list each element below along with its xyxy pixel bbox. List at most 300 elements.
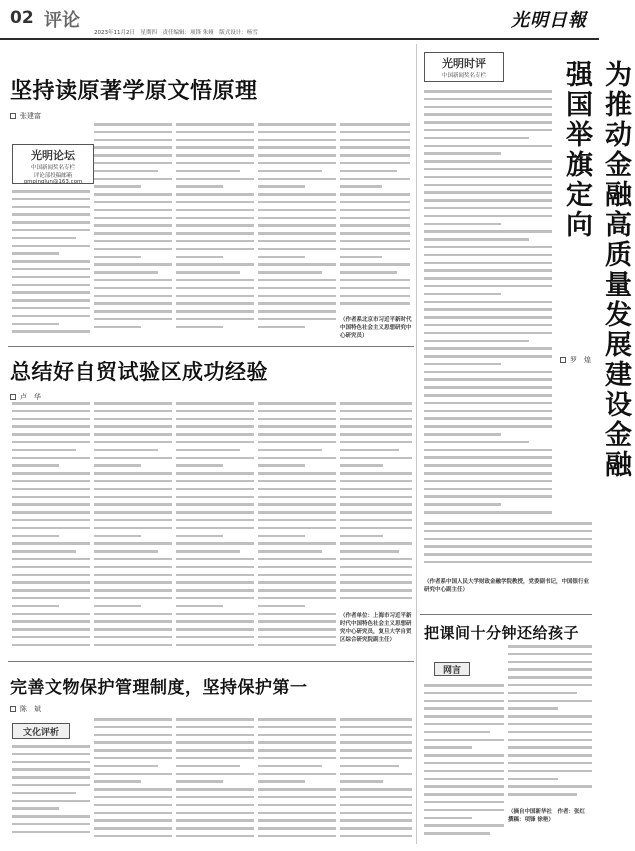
text-line (258, 201, 336, 204)
text-line (12, 418, 90, 421)
article-text-column (424, 684, 504, 844)
text-line (94, 734, 172, 737)
text-line (424, 488, 552, 491)
text-line (258, 519, 336, 522)
text-line (424, 754, 504, 757)
text-line (340, 480, 412, 483)
section-divider (8, 346, 414, 347)
text-line (258, 425, 336, 428)
text-line (424, 817, 472, 820)
text-line (424, 246, 552, 249)
text-line (176, 449, 240, 452)
text-line (340, 441, 412, 444)
text-line (94, 271, 158, 274)
badge-subtitle: 中国新闻奖名专栏 (30, 165, 75, 171)
text-line (424, 308, 552, 311)
headline-financial-power: 为推动金融高质量发展建设金融强国举旗定向 (561, 60, 631, 480)
text-line (258, 162, 336, 165)
text-line (12, 307, 90, 310)
text-line (258, 804, 336, 807)
text-lines (258, 718, 336, 837)
text-line (424, 371, 552, 374)
text-line (176, 765, 240, 768)
text-line (176, 628, 254, 631)
text-line (424, 746, 472, 749)
text-line (94, 773, 172, 776)
text-line (176, 542, 254, 545)
text-line (258, 480, 336, 483)
text-line (12, 449, 76, 452)
text-line (340, 410, 412, 413)
text-line (424, 176, 552, 179)
article-text-column (258, 402, 336, 652)
text-line (424, 262, 552, 265)
article-text-column (424, 90, 552, 520)
headline-class-break: 把课间十分钟还给孩子 (424, 624, 580, 642)
text-line (508, 668, 592, 671)
text-line (258, 628, 336, 631)
text-line (94, 154, 172, 157)
text-line (340, 488, 412, 491)
text-line (94, 812, 172, 815)
text-lines (176, 402, 254, 646)
text-line (12, 535, 59, 538)
text-line (176, 318, 254, 321)
text-line (176, 519, 254, 522)
text-line (258, 146, 336, 149)
text-line (508, 754, 592, 757)
text-line (340, 765, 399, 768)
issue-info: 2023年11月2日 星期四 责任编辑：项锋 朱娅 版式设计：杨雪 (94, 30, 258, 36)
text-line (258, 835, 336, 838)
text-line (340, 773, 412, 776)
text-line (176, 279, 254, 282)
text-line (176, 644, 254, 647)
text-line (94, 644, 172, 647)
text-line (176, 131, 254, 134)
text-line (340, 589, 412, 592)
text-line (258, 170, 322, 173)
text-line (424, 824, 504, 827)
text-line (340, 535, 383, 538)
text-line (424, 449, 552, 452)
text-line (12, 792, 76, 795)
text-line (94, 425, 172, 428)
text-line (94, 589, 172, 592)
author-name: 陈 斌 (20, 705, 41, 713)
web-voice-badge[interactable] (434, 662, 470, 676)
text-line (176, 835, 254, 838)
text-line (12, 636, 90, 639)
text-line (258, 295, 336, 298)
text-line (424, 425, 552, 428)
text-line (258, 726, 336, 729)
text-line (94, 131, 172, 134)
text-lines (258, 123, 336, 328)
text-line (258, 796, 336, 799)
text-line (94, 310, 172, 313)
text-line (12, 511, 90, 514)
headline-reading-originals: 坚持读原著学原文悟原理 (10, 78, 258, 104)
text-line (424, 538, 592, 541)
text-line (12, 276, 90, 279)
text-line (94, 449, 158, 452)
badge-subtitle: 中国新闻奖名专栏 (441, 73, 486, 79)
author-name: 卢 华 (20, 393, 41, 401)
text-line (424, 121, 552, 124)
text-line (12, 566, 90, 569)
text-line (176, 496, 254, 499)
guangming-commentary-badge[interactable] (424, 52, 504, 82)
text-line (258, 644, 336, 647)
text-lines (12, 190, 90, 333)
author-note: （摘自中国新华社 作者：张红 撰稿：项锋 徐艳） (508, 809, 591, 823)
text-line (12, 237, 76, 240)
text-line (12, 503, 90, 506)
text-line (258, 193, 336, 196)
text-line (340, 425, 412, 428)
text-line (340, 804, 412, 807)
text-line (12, 581, 90, 584)
text-line (424, 145, 552, 148)
text-lines (340, 402, 412, 599)
text-line (424, 770, 504, 773)
text-line (258, 566, 336, 569)
text-line (424, 269, 552, 272)
text-line (258, 240, 336, 243)
text-line (340, 796, 412, 799)
text-line (94, 574, 172, 577)
text-line (258, 263, 336, 266)
text-line (94, 605, 141, 608)
text-line (424, 561, 592, 564)
cultural-analysis-badge[interactable] (12, 723, 70, 739)
badge-title: 网言 (442, 666, 461, 676)
text-line (340, 726, 412, 729)
text-line (176, 636, 254, 639)
text-line (258, 433, 336, 436)
text-line (12, 252, 59, 255)
text-line (424, 98, 552, 101)
text-line (258, 402, 336, 405)
text-line (176, 726, 254, 729)
article-text-column (340, 402, 412, 610)
text-line (258, 464, 305, 467)
text-line (258, 488, 336, 491)
article-text-column (508, 645, 592, 803)
text-line (340, 217, 410, 220)
text-line (340, 519, 412, 522)
text-line (176, 193, 254, 196)
text-line (340, 597, 412, 600)
text-line (94, 209, 172, 212)
headline-free-trade-zone: 总结好自贸试验区成功经验 (10, 359, 268, 384)
article-text-column (176, 402, 254, 652)
text-line (340, 496, 412, 499)
text-line (424, 152, 501, 155)
text-line (340, 812, 412, 815)
text-line (424, 324, 552, 327)
text-line (508, 778, 558, 781)
headline-cultural-relics: 完善文物保护管理制度，坚持保护第一 (10, 678, 308, 698)
text-line (424, 394, 552, 397)
text-line (508, 762, 592, 765)
text-line (258, 636, 336, 639)
text-line (508, 793, 577, 796)
column-rule (416, 44, 417, 844)
text-line (94, 472, 172, 475)
article-text-column (12, 402, 90, 652)
text-line (424, 340, 529, 343)
text-line (258, 550, 322, 553)
text-line (258, 256, 305, 259)
text-line (12, 464, 59, 467)
text-line (94, 201, 172, 204)
text-line (176, 271, 240, 274)
article-text-column (424, 522, 592, 572)
text-line (340, 256, 382, 259)
text-line (340, 819, 412, 822)
text-line (94, 217, 172, 220)
text-line (176, 597, 254, 600)
text-line (12, 558, 90, 561)
text-line (176, 256, 223, 259)
text-line (12, 644, 90, 647)
text-line (258, 178, 336, 181)
text-line (94, 433, 172, 436)
text-line (176, 402, 254, 405)
text-line (424, 106, 552, 109)
text-line (176, 154, 254, 157)
text-line (508, 731, 592, 734)
text-line (424, 277, 552, 280)
text-line (176, 146, 254, 149)
text-line (424, 129, 552, 132)
text-line (424, 464, 552, 467)
text-line (176, 224, 254, 227)
text-line (340, 232, 410, 235)
text-line (94, 302, 172, 305)
text-line (508, 645, 592, 648)
text-line (176, 488, 254, 491)
text-line (424, 207, 552, 210)
guangming-forum-badge[interactable] (12, 144, 94, 184)
text-line (12, 823, 90, 826)
text-line (258, 310, 336, 313)
text-line (12, 488, 90, 491)
text-line (258, 812, 336, 815)
text-line (424, 511, 552, 514)
text-line (424, 355, 552, 358)
text-line (176, 757, 254, 760)
text-lines (424, 90, 552, 514)
text-line (508, 785, 592, 788)
text-line (94, 279, 172, 282)
text-line (340, 718, 412, 721)
text-line (340, 464, 383, 467)
text-line (258, 511, 336, 514)
text-line (424, 692, 504, 695)
text-line (424, 530, 592, 533)
text-line (94, 718, 172, 721)
text-line (12, 284, 90, 287)
text-line (340, 162, 410, 165)
text-line (424, 223, 501, 226)
text-line (12, 472, 90, 475)
text-line (424, 480, 552, 483)
text-line (176, 263, 254, 266)
text-line (424, 199, 552, 202)
text-line (258, 718, 336, 721)
text-line (258, 589, 336, 592)
text-line (424, 363, 501, 366)
text-line (340, 154, 410, 157)
text-line (94, 726, 172, 729)
text-line (424, 545, 592, 548)
text-line (12, 628, 90, 631)
text-line (340, 780, 383, 783)
text-line (12, 784, 90, 787)
author-note: （作者系中国人民大学财政金融学院教授，党委副书记，中国银行业研究中心副主任） (424, 579, 590, 593)
text-line (94, 636, 172, 639)
text-line (424, 553, 592, 556)
text-line (94, 827, 172, 830)
text-line (94, 123, 172, 126)
text-line (12, 457, 90, 460)
text-line (258, 542, 336, 545)
text-line (94, 287, 172, 290)
text-line (176, 511, 254, 514)
badge-contact-label: 评论部投稿邮箱 (33, 173, 73, 179)
author-name: 张建富 (20, 112, 41, 120)
text-lines (94, 402, 172, 646)
text-line (424, 731, 490, 734)
text-line (424, 113, 552, 116)
text-line (176, 773, 254, 776)
text-line (176, 425, 254, 428)
text-line (176, 827, 254, 830)
text-line (258, 749, 336, 752)
text-line (424, 456, 552, 459)
text-lines (176, 123, 254, 328)
text-line (340, 566, 412, 569)
text-line (12, 323, 59, 326)
text-line (340, 527, 412, 530)
text-line (424, 809, 504, 812)
text-line (176, 718, 254, 721)
text-line (176, 819, 254, 822)
text-line (340, 131, 410, 134)
text-line (258, 441, 336, 444)
text-line (424, 739, 504, 742)
text-lines (340, 123, 410, 305)
text-line (258, 209, 336, 212)
text-line (258, 574, 336, 577)
text-line (258, 503, 336, 506)
text-line (424, 386, 552, 389)
text-line (94, 418, 172, 421)
text-line (94, 464, 141, 467)
text-line (424, 301, 552, 304)
text-line (340, 146, 410, 149)
text-line (12, 480, 90, 483)
byline (10, 704, 410, 714)
text-line (176, 410, 254, 413)
text-line (258, 765, 322, 768)
text-line (94, 318, 172, 321)
text-line (12, 807, 59, 810)
author-note: （作者单位：上海市习近平新时代中国特色社会主义思想研究中心研究员，复旦大学自贸区综合研究院副主任） (340, 613, 412, 643)
text-line (12, 745, 90, 748)
badge-title: 光明论坛 (31, 149, 75, 162)
text-line (94, 480, 172, 483)
text-line (94, 178, 172, 181)
text-line (12, 768, 90, 771)
text-line (258, 780, 305, 783)
text-line (176, 472, 254, 475)
text-line (340, 271, 397, 274)
text-line (94, 558, 172, 561)
text-line (424, 433, 501, 436)
badge-title: 光明时评 (442, 57, 486, 70)
text-line (176, 734, 254, 737)
text-line (258, 757, 336, 760)
text-line (12, 268, 90, 271)
text-line (12, 433, 90, 436)
text-line (508, 770, 592, 773)
text-line (176, 123, 254, 126)
text-line (340, 170, 397, 173)
byline-box-icon (10, 113, 16, 119)
text-lines (424, 522, 592, 563)
text-line (340, 139, 410, 142)
byline (10, 392, 410, 402)
text-line (94, 788, 172, 791)
text-line (424, 472, 552, 475)
text-line (94, 741, 172, 744)
text-line (424, 801, 504, 804)
text-line (424, 522, 592, 525)
text-line (12, 410, 90, 413)
text-line (12, 229, 90, 232)
text-lines (424, 684, 504, 835)
text-line (12, 519, 90, 522)
text-line (258, 410, 336, 413)
text-line (94, 757, 172, 760)
text-line (258, 558, 336, 561)
byline-box-icon (10, 706, 16, 712)
text-line (94, 457, 172, 460)
text-line (94, 503, 172, 506)
text-line (94, 780, 141, 783)
text-line (176, 581, 254, 584)
article-class-break (424, 622, 594, 643)
text-line (424, 160, 552, 163)
text-line (508, 684, 592, 687)
text-line (424, 293, 501, 296)
text-line (12, 620, 90, 623)
text-lines (12, 745, 90, 833)
text-lines (340, 718, 412, 837)
text-line (12, 550, 76, 553)
text-line (508, 661, 592, 664)
text-line (424, 410, 552, 413)
text-line (176, 535, 223, 538)
text-line (176, 780, 223, 783)
text-line (258, 605, 305, 608)
text-line (176, 326, 223, 329)
text-line (12, 605, 59, 608)
